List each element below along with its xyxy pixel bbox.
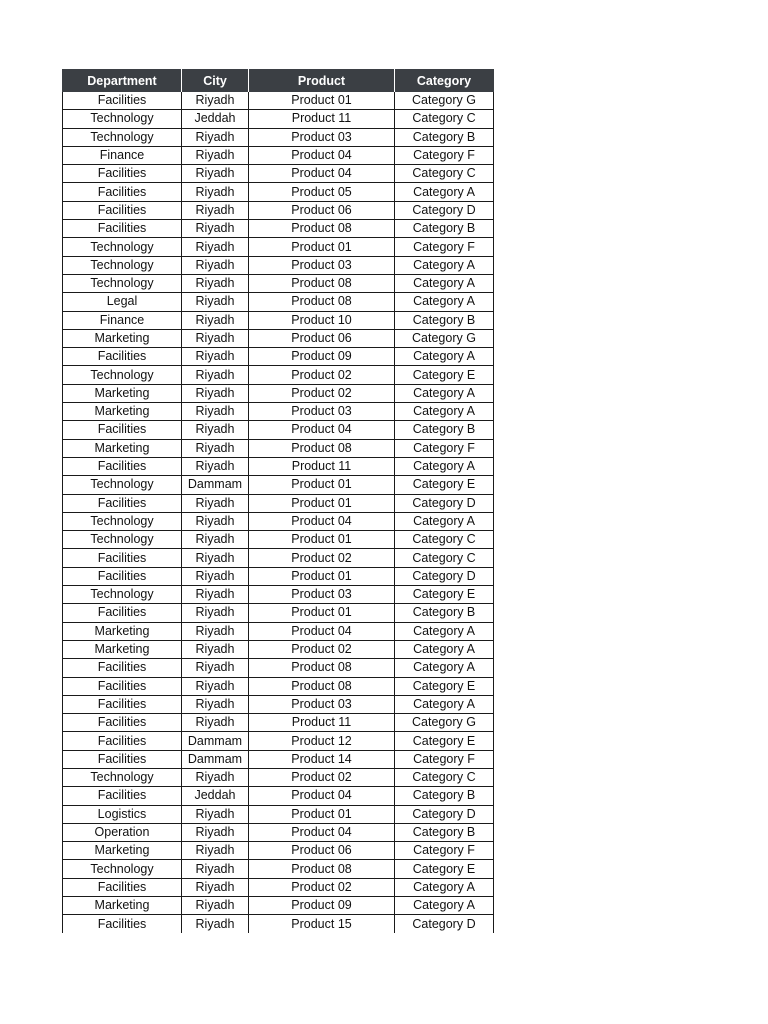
header-product: Product — [249, 69, 395, 92]
city-cell: Riyadh — [182, 512, 249, 530]
department-cell: Technology — [63, 768, 182, 786]
department-cell: Facilities — [63, 750, 182, 768]
product-cell: Product 01 — [249, 238, 395, 256]
city-cell: Riyadh — [182, 311, 249, 329]
category-cell: Category A — [395, 348, 494, 366]
product-cell: Product 04 — [249, 823, 395, 841]
department-cell: Facilities — [63, 732, 182, 750]
city-cell: Riyadh — [182, 366, 249, 384]
product-cell: Product 03 — [249, 128, 395, 146]
department-cell: Facilities — [63, 567, 182, 585]
table-row — [63, 274, 494, 292]
table-row — [63, 165, 494, 183]
category-cell: Category E — [395, 366, 494, 384]
city-cell: Riyadh — [182, 457, 249, 475]
table-row — [63, 384, 494, 402]
table-row — [63, 768, 494, 786]
category-cell: Category A — [395, 640, 494, 658]
category-cell: Category F — [395, 238, 494, 256]
department-cell: Facilities — [63, 421, 182, 439]
product-cell: Product 11 — [249, 457, 395, 475]
product-cell: Product 01 — [249, 92, 395, 110]
city-cell: Riyadh — [182, 329, 249, 347]
category-cell: Category B — [395, 604, 494, 622]
city-cell: Riyadh — [182, 128, 249, 146]
product-cell: Product 11 — [249, 110, 395, 128]
header-category: Category — [395, 69, 494, 92]
department-cell: Finance — [63, 146, 182, 164]
table-row — [63, 439, 494, 457]
category-cell: Category G — [395, 714, 494, 732]
department-cell: Technology — [63, 256, 182, 274]
product-cell: Product 01 — [249, 531, 395, 549]
category-cell: Category G — [395, 92, 494, 110]
table-row — [63, 586, 494, 604]
department-cell: Facilities — [63, 220, 182, 238]
product-cell: Product 06 — [249, 201, 395, 219]
table-row — [63, 604, 494, 622]
city-cell: Riyadh — [182, 823, 249, 841]
city-cell: Riyadh — [182, 567, 249, 585]
table-row — [63, 640, 494, 658]
department-cell: Technology — [63, 531, 182, 549]
city-cell: Riyadh — [182, 293, 249, 311]
city-cell: Riyadh — [182, 659, 249, 677]
table-row — [63, 677, 494, 695]
department-cell: Operation — [63, 823, 182, 841]
city-cell: Riyadh — [182, 842, 249, 860]
product-cell: Product 06 — [249, 329, 395, 347]
department-cell: Technology — [63, 128, 182, 146]
department-cell: Marketing — [63, 329, 182, 347]
department-cell: Marketing — [63, 622, 182, 640]
city-cell: Riyadh — [182, 805, 249, 823]
header-city: City — [182, 69, 249, 92]
city-cell: Riyadh — [182, 92, 249, 110]
city-cell: Riyadh — [182, 256, 249, 274]
category-cell: Category B — [395, 128, 494, 146]
table-row — [63, 146, 494, 164]
table-row — [63, 842, 494, 860]
city-cell: Riyadh — [182, 146, 249, 164]
city-cell: Riyadh — [182, 183, 249, 201]
category-cell: Category D — [395, 567, 494, 585]
product-cell: Product 03 — [249, 403, 395, 421]
city-cell: Riyadh — [182, 897, 249, 915]
product-cell: Product 04 — [249, 421, 395, 439]
city-cell: Dammam — [182, 476, 249, 494]
table-row — [63, 567, 494, 585]
category-cell: Category A — [395, 897, 494, 915]
product-cell: Product 04 — [249, 622, 395, 640]
product-cell: Product 09 — [249, 348, 395, 366]
category-cell: Category C — [395, 165, 494, 183]
city-cell: Riyadh — [182, 622, 249, 640]
product-cell: Product 08 — [249, 860, 395, 878]
category-cell: Category E — [395, 732, 494, 750]
department-cell: Technology — [63, 512, 182, 530]
product-cell: Product 01 — [249, 567, 395, 585]
product-cell: Product 09 — [249, 897, 395, 915]
department-cell: Technology — [63, 238, 182, 256]
category-cell: Category A — [395, 183, 494, 201]
category-cell: Category A — [395, 512, 494, 530]
department-cell: Facilities — [63, 695, 182, 713]
table-row — [63, 329, 494, 347]
department-cell: Marketing — [63, 439, 182, 457]
product-cell: Product 04 — [249, 165, 395, 183]
department-cell: Facilities — [63, 348, 182, 366]
product-cell: Product 08 — [249, 677, 395, 695]
category-cell: Category F — [395, 842, 494, 860]
table-row — [63, 823, 494, 841]
department-cell: Facilities — [63, 165, 182, 183]
department-cell: Facilities — [63, 457, 182, 475]
department-cell: Marketing — [63, 640, 182, 658]
city-cell: Dammam — [182, 732, 249, 750]
city-cell: Riyadh — [182, 274, 249, 292]
product-cell: Product 02 — [249, 768, 395, 786]
header-row — [63, 69, 494, 92]
city-cell: Riyadh — [182, 220, 249, 238]
table-row — [63, 549, 494, 567]
product-cell: Product 11 — [249, 714, 395, 732]
category-cell: Category A — [395, 457, 494, 475]
table-body — [63, 92, 494, 933]
department-cell: Marketing — [63, 897, 182, 915]
table-row — [63, 805, 494, 823]
city-cell: Riyadh — [182, 549, 249, 567]
table-row — [63, 659, 494, 677]
city-cell: Riyadh — [182, 604, 249, 622]
department-cell: Facilities — [63, 494, 182, 512]
table-row — [63, 238, 494, 256]
category-cell: Category D — [395, 915, 494, 933]
table-row — [63, 110, 494, 128]
product-cell: Product 02 — [249, 640, 395, 658]
department-cell: Technology — [63, 476, 182, 494]
category-cell: Category C — [395, 549, 494, 567]
table-row — [63, 201, 494, 219]
city-cell: Riyadh — [182, 165, 249, 183]
city-cell: Riyadh — [182, 421, 249, 439]
table-row — [63, 512, 494, 530]
category-cell: Category A — [395, 622, 494, 640]
category-cell: Category B — [395, 220, 494, 238]
category-cell: Category E — [395, 860, 494, 878]
department-cell: Technology — [63, 110, 182, 128]
department-cell: Technology — [63, 366, 182, 384]
category-cell: Category E — [395, 586, 494, 604]
department-cell: Facilities — [63, 659, 182, 677]
product-cell: Product 04 — [249, 512, 395, 530]
category-cell: Category B — [395, 421, 494, 439]
category-cell: Category A — [395, 659, 494, 677]
city-cell: Riyadh — [182, 384, 249, 402]
department-cell: Facilities — [63, 714, 182, 732]
table-row — [63, 366, 494, 384]
table-row — [63, 860, 494, 878]
product-cell: Product 03 — [249, 695, 395, 713]
city-cell: Riyadh — [182, 860, 249, 878]
table-row — [63, 531, 494, 549]
product-cell: Product 01 — [249, 476, 395, 494]
product-cell: Product 03 — [249, 586, 395, 604]
category-cell: Category G — [395, 329, 494, 347]
table-row — [63, 403, 494, 421]
category-cell: Category E — [395, 677, 494, 695]
city-cell: Jeddah — [182, 787, 249, 805]
city-cell: Riyadh — [182, 531, 249, 549]
city-cell: Riyadh — [182, 238, 249, 256]
department-cell: Legal — [63, 293, 182, 311]
city-cell: Riyadh — [182, 403, 249, 421]
product-cell: Product 04 — [249, 787, 395, 805]
category-cell: Category E — [395, 476, 494, 494]
table-row — [63, 293, 494, 311]
department-cell: Logistics — [63, 805, 182, 823]
category-cell: Category A — [395, 878, 494, 896]
product-cell: Product 08 — [249, 293, 395, 311]
city-cell: Riyadh — [182, 915, 249, 933]
category-cell: Category F — [395, 146, 494, 164]
category-cell: Category A — [395, 384, 494, 402]
department-cell: Facilities — [63, 604, 182, 622]
product-cell: Product 06 — [249, 842, 395, 860]
category-cell: Category A — [395, 256, 494, 274]
product-cell: Product 10 — [249, 311, 395, 329]
product-cell: Product 08 — [249, 439, 395, 457]
product-cell: Product 12 — [249, 732, 395, 750]
table-row — [63, 695, 494, 713]
category-cell: Category A — [395, 293, 494, 311]
category-cell: Category A — [395, 274, 494, 292]
department-cell: Technology — [63, 586, 182, 604]
product-cell: Product 03 — [249, 256, 395, 274]
table-row — [63, 421, 494, 439]
table-row — [63, 128, 494, 146]
product-cell: Product 02 — [249, 384, 395, 402]
city-cell: Riyadh — [182, 201, 249, 219]
table-row — [63, 476, 494, 494]
table-row — [63, 732, 494, 750]
city-cell: Riyadh — [182, 677, 249, 695]
product-cell: Product 01 — [249, 494, 395, 512]
category-cell: Category A — [395, 695, 494, 713]
category-cell: Category D — [395, 494, 494, 512]
category-cell: Category C — [395, 110, 494, 128]
department-cell: Marketing — [63, 842, 182, 860]
department-cell: Technology — [63, 860, 182, 878]
category-cell: Category C — [395, 768, 494, 786]
table-row — [63, 897, 494, 915]
table-row — [63, 256, 494, 274]
department-cell: Facilities — [63, 549, 182, 567]
table-row — [63, 457, 494, 475]
table-header — [63, 69, 494, 92]
department-cell: Technology — [63, 274, 182, 292]
header-department: Department — [63, 69, 182, 92]
table-row — [63, 915, 494, 933]
product-cell: Product 15 — [249, 915, 395, 933]
department-cell: Facilities — [63, 915, 182, 933]
table-row — [63, 311, 494, 329]
city-cell: Riyadh — [182, 439, 249, 457]
category-cell: Category B — [395, 823, 494, 841]
department-cell: Finance — [63, 311, 182, 329]
department-cell: Facilities — [63, 878, 182, 896]
table-row — [63, 622, 494, 640]
department-cell: Facilities — [63, 201, 182, 219]
product-cell: Product 08 — [249, 220, 395, 238]
city-cell: Riyadh — [182, 695, 249, 713]
data-table — [62, 69, 494, 933]
product-cell: Product 01 — [249, 604, 395, 622]
category-cell: Category F — [395, 750, 494, 768]
product-cell: Product 01 — [249, 805, 395, 823]
category-cell: Category D — [395, 805, 494, 823]
city-cell: Jeddah — [182, 110, 249, 128]
table-row — [63, 92, 494, 110]
product-cell: Product 08 — [249, 659, 395, 677]
table-row — [63, 714, 494, 732]
category-cell: Category A — [395, 403, 494, 421]
city-cell: Riyadh — [182, 878, 249, 896]
department-cell: Facilities — [63, 92, 182, 110]
city-cell: Riyadh — [182, 640, 249, 658]
table-row — [63, 750, 494, 768]
department-cell: Marketing — [63, 403, 182, 421]
product-cell: Product 05 — [249, 183, 395, 201]
product-cell: Product 08 — [249, 274, 395, 292]
category-cell: Category F — [395, 439, 494, 457]
table-row — [63, 348, 494, 366]
product-cell: Product 04 — [249, 146, 395, 164]
city-cell: Riyadh — [182, 494, 249, 512]
city-cell: Dammam — [182, 750, 249, 768]
product-cell: Product 02 — [249, 549, 395, 567]
category-cell: Category B — [395, 311, 494, 329]
product-cell: Product 02 — [249, 878, 395, 896]
category-cell: Category D — [395, 201, 494, 219]
city-cell: Riyadh — [182, 714, 249, 732]
product-cell: Product 02 — [249, 366, 395, 384]
city-cell: Riyadh — [182, 586, 249, 604]
table-row — [63, 183, 494, 201]
table-row — [63, 494, 494, 512]
category-cell: Category C — [395, 531, 494, 549]
city-cell: Riyadh — [182, 768, 249, 786]
department-cell: Facilities — [63, 183, 182, 201]
table-row — [63, 878, 494, 896]
city-cell: Riyadh — [182, 348, 249, 366]
category-cell: Category B — [395, 787, 494, 805]
department-cell: Facilities — [63, 787, 182, 805]
department-cell: Facilities — [63, 677, 182, 695]
table-row — [63, 787, 494, 805]
table-row — [63, 220, 494, 238]
department-cell: Marketing — [63, 384, 182, 402]
product-cell: Product 14 — [249, 750, 395, 768]
